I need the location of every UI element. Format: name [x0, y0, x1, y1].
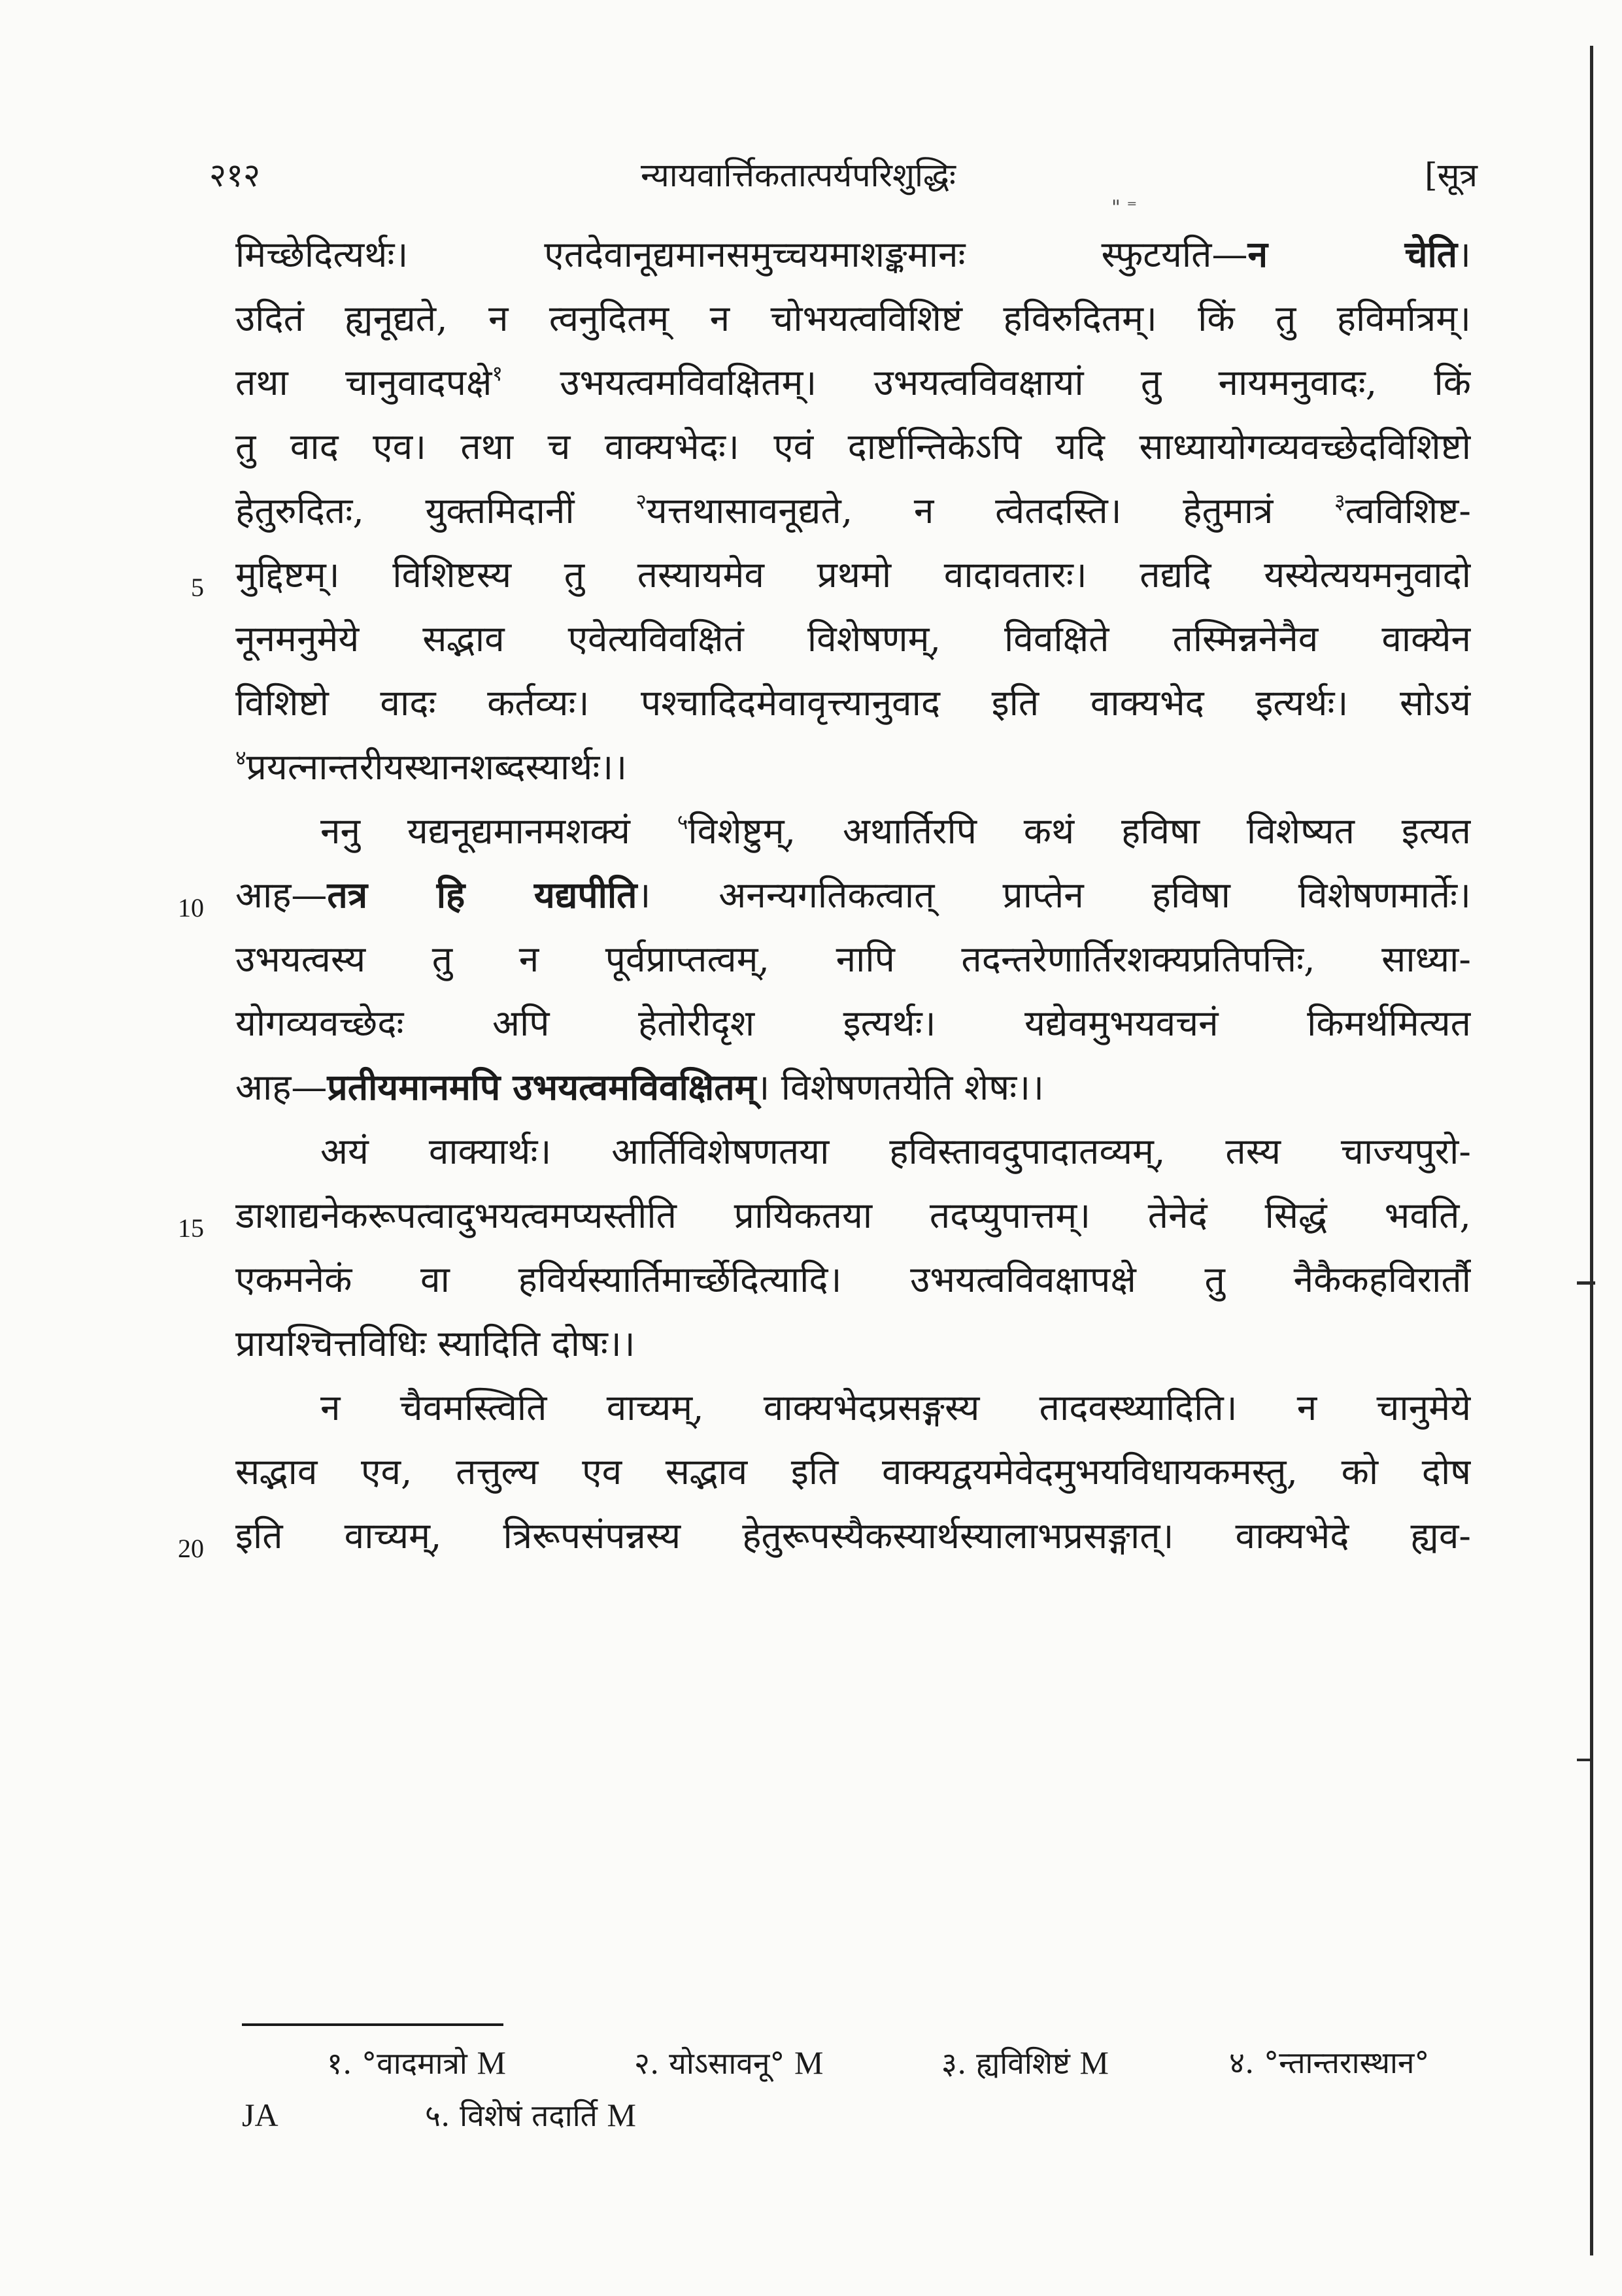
line-number: 10 — [178, 893, 204, 922]
text-line: नूनमनुमेये सद्भाव एवेत्यविवक्षितं विशेषणम्, विवक्षिते तस्मिन्ननेनैव वाक्येन — [235, 618, 1471, 660]
running-header — [209, 152, 1478, 211]
footnote-ref: ५ — [677, 809, 688, 834]
footnote-2: २. योऽसावनू° M — [634, 2044, 824, 2081]
footnote-ref: १ — [492, 361, 503, 386]
line-number: 5 — [191, 573, 204, 602]
footnote-4: ४. °न्तान्तरास्थान° — [1229, 2045, 1430, 2080]
text-line: मुद्दिष्टम्। विशिष्टस्य तु तस्यायमेव प्रथमो वादावतारः। तद्यदि यस्येत्ययमनुवादो — [235, 554, 1471, 596]
text-line: इति वाच्यम्, त्रिरूपसंपन्नस्य हेतुरूपस्यैकस्यार्थस्यालाभप्रसङ्गात्। वाक्यभेदे ह्यव- — [235, 1515, 1471, 1557]
footnote-row — [235, 2089, 1478, 2141]
lemma: न चेति — [1247, 233, 1458, 275]
lemma: प्रतीयमानमपि उभयत्वमविवक्षितम् — [327, 1066, 756, 1108]
text-line: ननु यद्यनूद्यमानमशक्यं $^५$विशेष्टुम्, अथार्तिरपि कथं हविषा विशेष्यत इत्यत — [320, 809, 1471, 852]
scan-mark: " ⁼ — [1111, 196, 1138, 219]
text-line: एकमनेकं वा हविर्यस्यार्तिमार्च्छेदित्यादि। उभयत्वविवक्षापक्षे तु नैकैकहविरार्तौ — [235, 1258, 1471, 1300]
text-line: प्रायश्चित्तविधिः स्यादिति दोषः।। — [235, 1323, 635, 1364]
text-line: उभयत्वस्य तु न पूर्वप्राप्तत्वम्, नापि तदन्तरेणार्तिरशक्यप्रतिपत्तिः, साध्या- — [235, 938, 1471, 980]
footnote-1: १. °वादमात्रो M — [327, 2044, 506, 2081]
line-number: 15 — [178, 1213, 204, 1243]
footnote-ref: ४ — [235, 745, 246, 770]
running-title: न्यायवार्त्तिकतात्पर्यपरिशुद्धिः — [641, 156, 956, 194]
main-text — [235, 222, 1471, 1568]
lemma: तत्र हि यद्यपीति — [327, 873, 637, 916]
text-line: आह—प्रतीयमानमपि उभयत्वमविवक्षितम्। विशेषणतयेति शेषः।। — [235, 1066, 1044, 1108]
footnote-ref: ३ — [1334, 489, 1345, 514]
footnote-ref: २ — [635, 489, 647, 514]
text-line: तथा चानुवादपक्षे$^१$ उभयत्वमविवक्षितम्। उभयत्वविवक्षायां तु नायमनुवादः, किं — [235, 361, 1471, 403]
text-line: हेतुरुदितः, युक्तमिदानीं $^२$यत्तथासावनूद्यते, न त्वेतदस्ति। हेतुमात्रं $^३$त्वविशिष्ट- — [235, 489, 1471, 532]
page-number: २१२ — [209, 156, 260, 194]
line-number: 20 — [178, 1534, 204, 1563]
text-line: मिच्छेदित्यर्थः। एतदेवानूद्यमानसमुच्चयमाशङ्कमानः स्फुटयति—न चेति। — [235, 233, 1471, 275]
text-line: तु वाद एव। तथा च वाक्यभेदः। एवं दार्ष्टान्तिकेऽपि यदि साध्यायोगव्यवच्छेदविशिष्टो — [235, 426, 1471, 467]
text-line: योगव्यवच्छेदः अपि हेतोरीदृश इत्यर्थः। यद्येवमुभयवचनं किमर्थमित्यत — [235, 1002, 1471, 1044]
text-line: डाशाद्यनेकरूपत्वादुभयत्वमप्यस्तीति प्रायिकतया तदप्युपात्तम्। तेनेदं सिद्धं भवति, — [235, 1194, 1471, 1236]
page-edge-line — [1590, 46, 1593, 2255]
text-line: उदितं ह्यनूद्यते, न त्वनुदितम् न चोभयत्वविशिष्टं हविरुदितम्। किं तु हविर्मात्रम्। — [235, 297, 1471, 339]
text-line: विशिष्टो वादः कर्तव्यः। पश्चादिदमेवावृत्त्यानुवाद इति वाक्यभेद इत्यर्थः। सोऽयं — [235, 682, 1471, 724]
footnotes — [235, 2036, 1478, 2141]
text-line: $^४$प्रयत्नान्तरीयस्थानशब्दस्यार्थः।। — [235, 745, 628, 788]
page-edge-notch — [1577, 1759, 1591, 1761]
section-marker: [सूत्र — [1425, 156, 1478, 194]
footnote-rule — [242, 2023, 503, 2026]
footnote-4-ms: JA — [242, 2097, 279, 2133]
footnote-row — [235, 2036, 1478, 2089]
text-line: आह—तत्र हि यद्यपीति। अनन्यगतिकत्वात् प्राप्तेन हविषा विशेषणमार्तेः। — [235, 873, 1471, 916]
footnote-3: ३. ह्यविशिष्टं M — [941, 2044, 1109, 2081]
footnote-5: ५. विशेषं तदार्ति M — [425, 2097, 636, 2133]
text-line: न चैवमस्त्विति वाच्यम्, वाक्यभेदप्रसङ्गस्य तादवस्थ्यादिति। न चानुमेये — [320, 1387, 1471, 1428]
page-edge-notch — [1577, 1281, 1595, 1285]
text-line: सद्भाव एव, तत्तुल्य एव सद्भाव इति वाक्यद्वयमेवेदमुभयविधायकमस्तु, को दोष — [235, 1451, 1471, 1493]
text-line: अयं वाक्यार्थः। आर्तिविशेषणतया हविस्तावदुपादातव्यम्, तस्य चाज्यपुरो- — [320, 1130, 1471, 1172]
